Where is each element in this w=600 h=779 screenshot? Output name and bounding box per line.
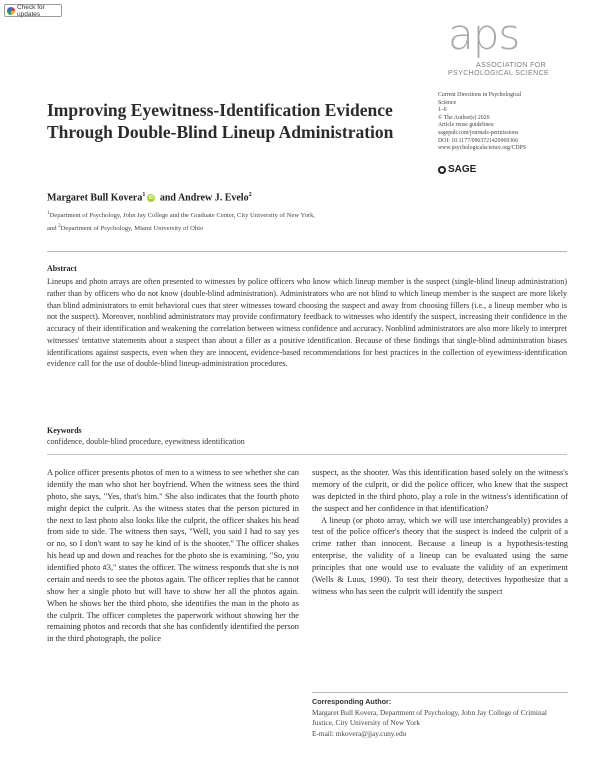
divider [312, 692, 568, 693]
divider [47, 454, 567, 455]
check-for-updates-label: Check for updates [17, 3, 45, 18]
meta-line: Current Directions in Psychological [438, 92, 522, 98]
corresponding-author-address: Margaret Bull Kovera, Department of Psychology, John Jay College of Criminal Justice, City University of New York [312, 707, 547, 727]
divider [47, 251, 567, 252]
affiliation-1: Department of Psychology, John Jay College and the Graduate Center, City University of New York, [49, 212, 316, 220]
abstract-text: Lineups and photo arrays are often presented to witnesses by police officers who know which lineup member is the suspect (single-blind lineup administration) rather than by officers who do not know (double-blind administration). Administrators who are not blind to which lineup member is the suspect are more likely than blind administrators to emit behavioral cues that steer witnesses toward choosing the suspect and away from choosing fillers (i.e., a lineup member who is not the suspect). Moreover, nonblind administrators may provide confirmatory feedback to witnesses who identify the suspect, increasing their confidence in the accuracy of their identification and weakening the correlation between witness confidence and accuracy. Nonblind administrators are also more likely to interpret witnesses' tentative statements about a suspect than about a filler as a positive identification. Because of these findings that single-blind administration biases identifications against suspects, even when they are innocent, evidence-based recommendations for best practices in the collection of eyewitness-identification evidence call for the use of double-blind lineup-administration procedures. [47, 277, 567, 369]
orcid-icon[interactable]: iD [148, 195, 154, 202]
meta-line: 1–6 [438, 107, 447, 114]
abstract-heading: Abstract [47, 264, 77, 273]
body-paragraph: A police officer presents photos of men to a witness to see whether she can identify the man who shot her boyfriend. When the witness sees the third photo, she says, "Yes, that's him." She also indicates that the fourth photo might depict the culprit. As the witness states that the person pictured in the next to last photo also looks like the culprit, the officer shakes his head from side to side. The witness then says, "Well, you said I had to say yes or no, so I don't want to say he kind of is the shooter." The officer shakes his head up and down and reaches for the photo she is examining. "So, you identified photo #3," states the officer. The witness responds that she is not certain and needs to see the photos again. The officer replies that he cannot show her a single photo but will have to show her all the photos again. When he shows her the third photo, she identifies the man in the photo as the culprit. The officer completes the paperwork without showing her the remaining photos and records that she has confidently identified the person in the third photograph, the police [47, 468, 299, 644]
publisher-name: SAGE [448, 164, 477, 175]
aps-logo [448, 10, 563, 82]
meta-line: © The Author(s) 2020 [438, 114, 490, 121]
sage-logo [438, 164, 476, 175]
corresponding-author [312, 697, 568, 739]
article-title: Improving Eyewitness-Identification Evidence Through Double-Blind Lineup Administration [47, 100, 394, 142]
corresponding-author-heading: Corresponding Author: [312, 697, 392, 706]
body-column-left [47, 467, 299, 645]
keywords-heading: Keywords [47, 426, 82, 435]
journal-url[interactable]: www.psychologicalscience.org/CDPS [438, 145, 527, 152]
affiliation-2: Department of Psychology, Miami University of Ohio [60, 225, 204, 233]
crossmark-icon [7, 7, 15, 15]
journal-meta [438, 92, 568, 153]
meta-line: Article reuse guidelines: [438, 122, 495, 129]
author-list: Margaret Bull Kovera$^1$iD and Andrew J. Evelo$^2$ [47, 192, 252, 204]
author-name: Margaret Bull Kovera [47, 192, 143, 204]
doi-link[interactable]: DOI: 10.1177/0963721420969366 [438, 137, 518, 144]
corresponding-author-email[interactable]: E-mail: mkovera@jjay.cuny.edu [312, 728, 407, 738]
sage-icon [438, 166, 446, 174]
aps-logo-subtitle: ASSOCIATION FOR PSYCHOLOGICAL SCIENCE [448, 62, 550, 77]
body-paragraph: A lineup (or photo array, which we will use interchangeably) provides a test of the police officer's theory that the suspect is indeed the culprit of a crime rather than innocent. Because a lineup is a hypothesis-testing enterprise, the validity of a lineup can be evaluated using the same principles that one would use to evaluate the validity of an experiment (Wells & Luus, 1990). To test their theory, detectives hypothesize that a witness who has seen the culprit will identify the suspect [312, 515, 568, 596]
aps-logo-word: aps [448, 10, 520, 59]
meta-line: Science [438, 99, 457, 106]
body-column-right [312, 467, 568, 598]
check-for-updates-badge[interactable] [4, 4, 62, 17]
body-paragraph: suspect, as the shooter. Was this identification based solely on the witness's memory of the culprit, or did the police officer, who knew that the suspect was depicted in the third photo, play a role in the witness's identification of the suspect and her confidence in that identification? [312, 468, 568, 513]
keywords-text: confidence, double-blind procedure, eyewitness identification [47, 437, 245, 446]
meta-line[interactable]: sagepub.com/journals-permissions [438, 129, 519, 136]
author-name: Andrew J. Evelo [177, 192, 249, 204]
affiliations: $^1$Department of Psychology, John Jay College and the Graduate Center, City University of New York, and $^2$Department of Psychology, Miami University of Ohio [47, 211, 316, 233]
